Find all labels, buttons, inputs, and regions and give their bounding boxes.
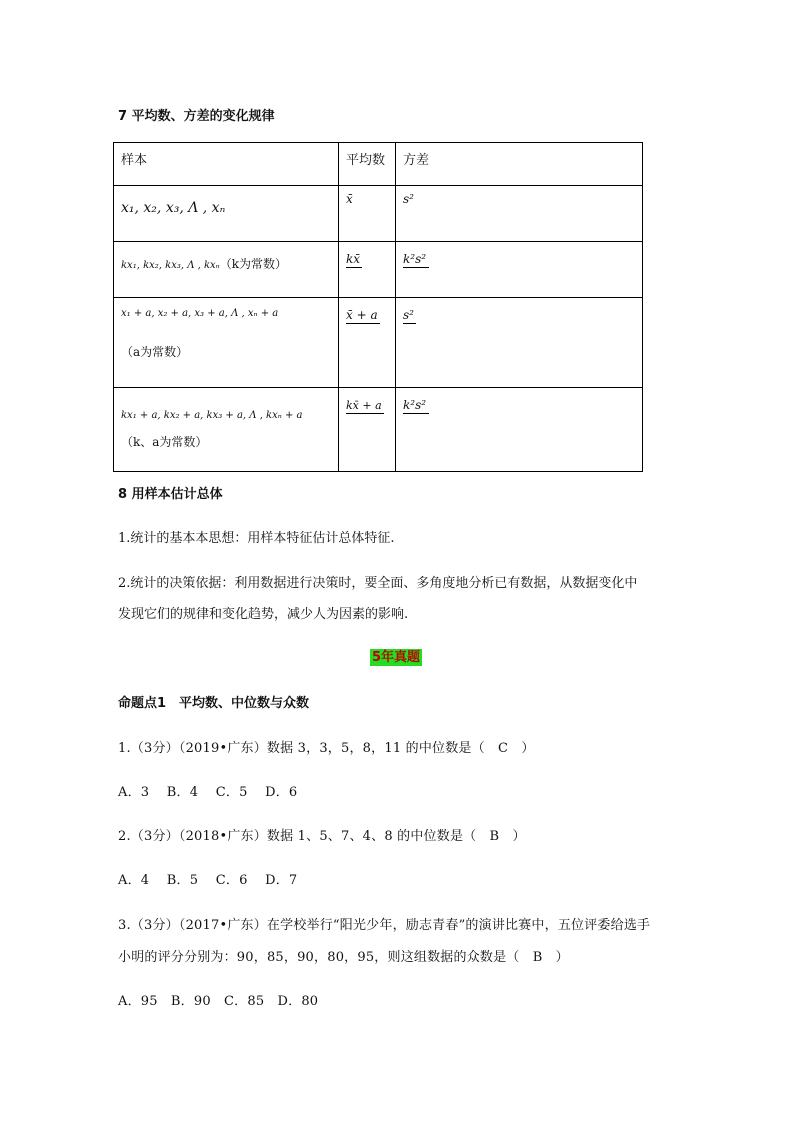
table-row xyxy=(114,186,643,242)
mean-cell: kx̄ xyxy=(346,252,361,266)
table-row xyxy=(114,298,643,388)
header-sample: 样本 xyxy=(114,143,339,186)
table-header-row xyxy=(114,143,643,186)
sample-cell: x₁, x₂, x₃, Λ , xₙ xyxy=(121,200,226,216)
constant-note: （a为常数） xyxy=(121,345,189,359)
paragraph-2-line-2: 发现它们的规律和变化趋势，减少人为因素的影响. xyxy=(118,607,409,622)
mean-cell: kx̄ + a xyxy=(346,399,382,412)
variance-cell: s² xyxy=(403,192,414,206)
section-banner xyxy=(370,646,422,665)
variance-cell: k²s² xyxy=(403,398,429,414)
question-3-stem-line-2: 小明的评分分别为：90，85，90，80，95，则这组数据的众数是（ B ） xyxy=(118,950,569,965)
paragraph-1: 1.统计的基本本思想：用样本特征估计总体特征. xyxy=(118,531,395,546)
constant-note: （k为常数） xyxy=(219,257,287,271)
section-8-title: 8 用样本估计总体 xyxy=(118,487,223,502)
question-2-stem: 2.（3分）（2018•广东）数据 1、5、7、4、8 的中位数是（ B ） xyxy=(118,829,526,844)
header-variance: 方差 xyxy=(396,143,643,186)
banner-text: 5年真题 xyxy=(372,650,421,665)
mean-cell: x̄ xyxy=(346,192,353,206)
topic-title: 命题点1 平均数、中位数与众数 xyxy=(118,696,310,711)
header-mean: 平均数 xyxy=(339,143,396,186)
variance-cell: k²s² xyxy=(403,252,429,268)
question-2-options: A．4 B．5 C．6 D．7 xyxy=(118,873,298,888)
table-row xyxy=(114,388,643,472)
question-1-stem: 1.（3分）（2019•广东）数据 3，3，5，8，11 的中位数是（ C ） xyxy=(118,741,535,756)
mean-cell: x̄ + a xyxy=(346,308,378,322)
table-row xyxy=(114,242,643,298)
variance-cell: s² xyxy=(403,308,414,322)
mean-variance-table xyxy=(113,142,643,472)
constant-note: （k、a为常数） xyxy=(121,435,208,449)
section-7-title: 7 平均数、方差的变化规律 xyxy=(118,109,275,124)
paragraph-2-line-1: 2.统计的决策依据：利用数据进行决策时，要全面、多角度地分析已有数据，从数据变化中 xyxy=(118,576,638,591)
sample-cell: x₁ + a, x₂ + a, x₃ + a, Λ , xₙ + a xyxy=(121,308,279,319)
question-3-options: A．95 B．90 C．85 D．80 xyxy=(118,994,319,1009)
sample-cell: kx₁, kx₂, kx₃, Λ , kxₙ xyxy=(121,260,220,271)
question-1-options: A．3 B．4 C．5 D．6 xyxy=(118,785,298,800)
question-3-stem: 3.（3分）（2017•广东）在学校举行“阳光少年，励志青春”的演讲比赛中，五位评委给选手 xyxy=(118,918,651,933)
sample-cell: kx₁ + a, kx₂ + a, kx₃ + a, Λ , kxₙ + a xyxy=(121,410,303,421)
